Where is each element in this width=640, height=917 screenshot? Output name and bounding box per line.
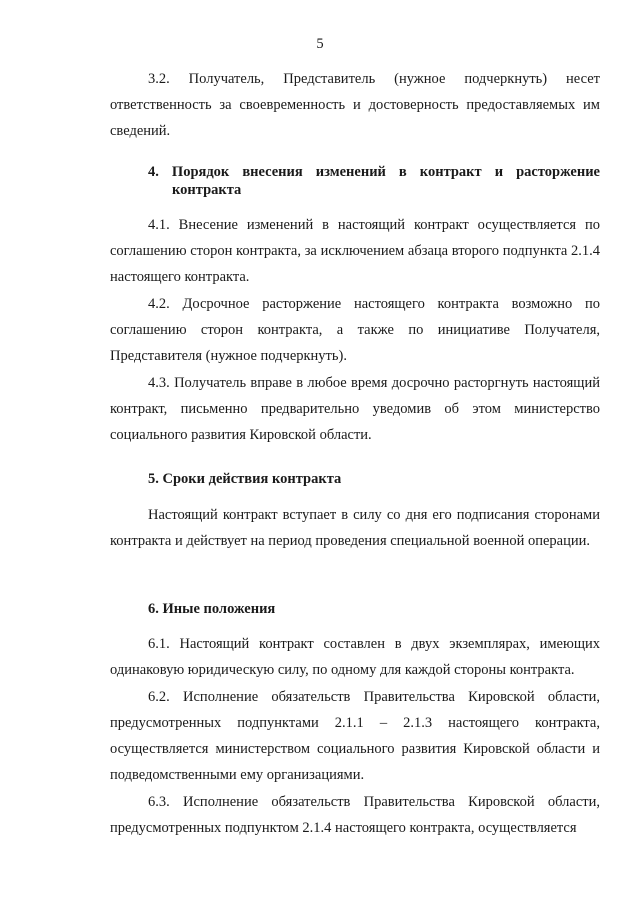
section-heading-6: 6. Иные положения: [148, 601, 276, 617]
paragraph-3-2: 3.2. Получатель, Представитель (нужное подчеркнуть) несет ответственность за своевременность и достоверность предоставляемых им сведений.: [110, 71, 600, 139]
paragraph-4-2: 4.2. Досрочное расторжение настоящего контракта возможно по соглашению сторон контракта, а также по инициативе Получателя, Представителя (нужное подчеркнуть).: [110, 296, 600, 364]
paragraph-4-1: 4.1. Внесение изменений в настоящий контракт осуществляется по соглашению сторон контракта, за исключением абзаца второго подпункта 2.1.4 настоящего контракта.: [110, 217, 600, 285]
page-number: 5: [316, 36, 324, 52]
paragraph-6-3: 6.3. Исполнение обязательств Правительства Кировской области, предусмотренных подпунктом 2.1.4 настоящего контракта, осуществляется: [110, 794, 600, 836]
section-heading-5: 5. Сроки действия контракта: [148, 471, 342, 487]
paragraph-4-3: 4.3. Получатель вправе в любое время досрочно расторгнуть настоящий контракт, письменно предварительно уведомив об этом министерство социального развития Кировской области.: [110, 375, 600, 443]
section-heading-4: 4. Порядок внесения изменений в контракт и расторжение контракта: [148, 164, 600, 198]
paragraph-5: Настоящий контракт вступает в силу со дня его подписания сторонами контракта и действует на период проведения специальной военной операции.: [110, 507, 600, 549]
paragraph-6-2: 6.2. Исполнение обязательств Правительства Кировской области, предусмотренных подпунктами 2.1.1 – 2.1.3 настоящего контракта, осуществляется министерством социального развития Кировской области и подведомственными ему организациями.: [110, 689, 600, 783]
paragraph-6-1: 6.1. Настоящий контракт составлен в двух экземплярах, имеющих одинаковую юридическую силу, по одному для каждой стороны контракта.: [110, 636, 600, 678]
